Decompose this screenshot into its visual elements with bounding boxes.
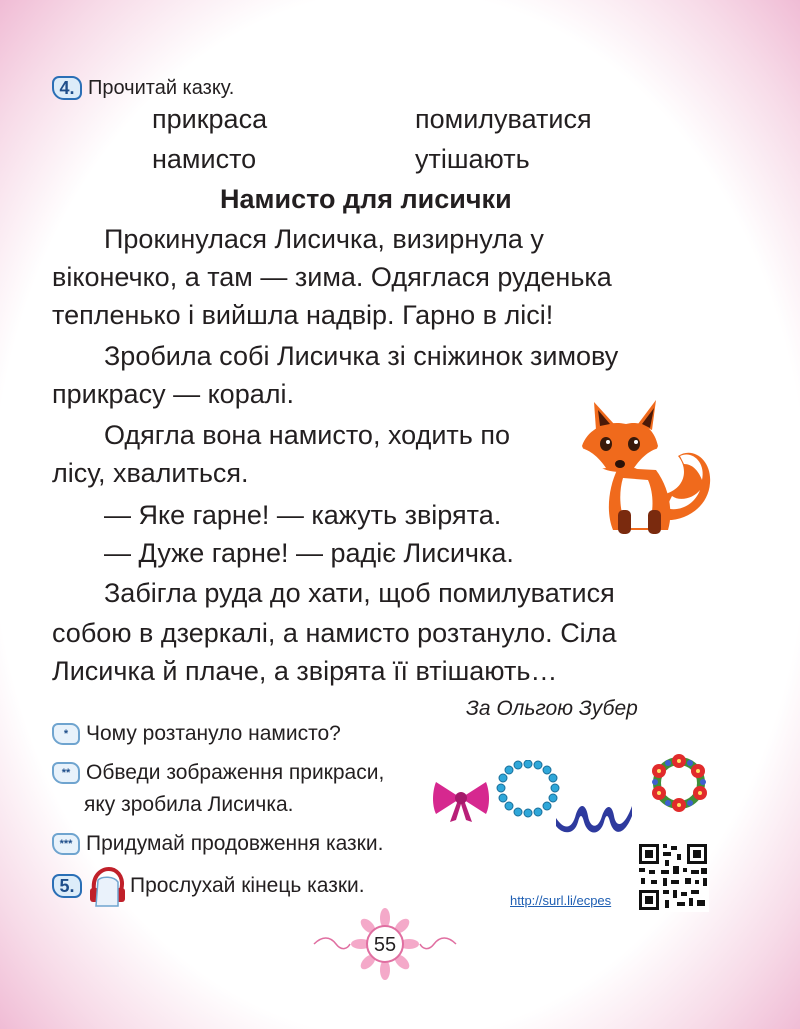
difficulty-badge: ** [52, 762, 80, 784]
task-number-badge: 4. [52, 76, 82, 100]
story-line: — Яке гарне! — кажуть звірята. [104, 500, 502, 530]
bead-necklace-icon [496, 760, 560, 818]
flower-wreath-icon [648, 753, 710, 813]
story-line: — Дуже гарне! — радіє Лисичка. [104, 538, 514, 568]
page-number: 55 [373, 934, 397, 956]
qr-code[interactable] [637, 842, 709, 912]
story-line: прикрасу — коралі. [52, 379, 294, 409]
fox-illustration [568, 398, 718, 543]
question-text: яку зробила Лисичка. [84, 793, 294, 816]
task-instruction: Прослухай кінець казки. [130, 874, 365, 897]
story-line: Лисичка й плаче, а звірята її втішають… [52, 656, 558, 686]
vocab-word: прикраса [152, 104, 268, 134]
question-3 [52, 832, 383, 856]
vocab-word: помилуватися [415, 104, 592, 134]
task5-header [52, 864, 365, 908]
task-instruction: Прочитай казку. [88, 76, 235, 99]
story-line: Зробила собі Лисичка зі сніжинок зимову [104, 341, 619, 371]
ribbon-icon [554, 800, 634, 836]
difficulty-badge: * [52, 723, 80, 745]
task4-header [52, 76, 234, 100]
story-line: Забігла руда до хати, щоб помилуватися [104, 578, 615, 608]
audio-link[interactable]: http://surl.li/ecpes [510, 893, 612, 908]
vocab-word: утішають [415, 144, 530, 174]
story-line: лісу, хвалиться. [52, 458, 249, 488]
headphones-icon [86, 864, 126, 908]
question-text: Придумай продовження казки. [86, 832, 384, 855]
story-line: Одягла вона намисто, ходить по [104, 420, 510, 450]
question-1 [52, 722, 341, 746]
story-title: Намисто для лисички [220, 184, 512, 214]
difficulty-badge: *** [52, 833, 80, 855]
question-2 [52, 761, 384, 785]
story-author: За Ольгою Зубер [466, 697, 638, 720]
bow-icon [432, 778, 490, 822]
question-text: Чому розтануло намисто? [86, 722, 341, 745]
vocab-word: намисто [152, 144, 257, 174]
story-line: Прокинулася Лисичка, визирнула у [104, 224, 544, 254]
story-line: тепленько і вийшла надвір. Гарно в лісі! [52, 300, 554, 330]
task-number-badge: 5. [52, 874, 82, 898]
question-text: Обведи зображення прикраси, [86, 761, 385, 784]
story-line: віконечко, а там — зима. Одяглася руденька [52, 262, 612, 292]
story-line: собою в дзеркалі, а намисто розтануло. Сіла [52, 618, 617, 648]
